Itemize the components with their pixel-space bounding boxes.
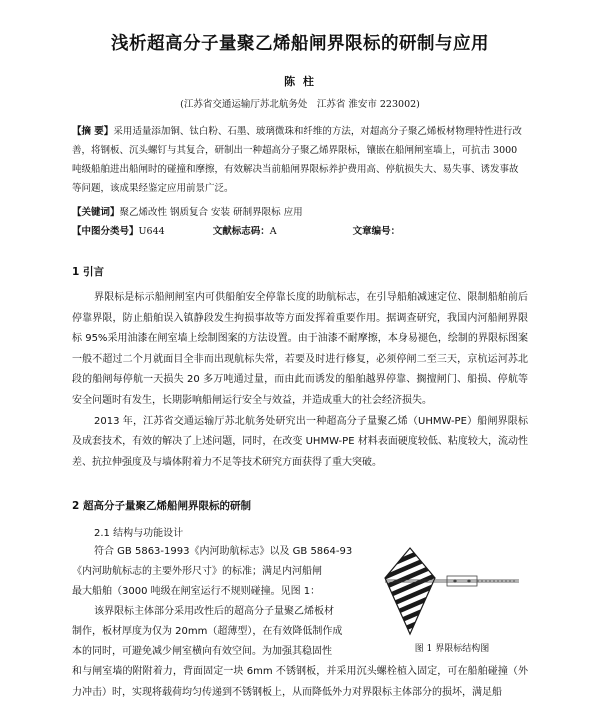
doc-code-label: 文献标志码：	[212, 226, 270, 237]
figure-1-caption: 图 1 界限标结构图	[414, 644, 490, 654]
section-1-body	[72, 288, 528, 473]
clc-value: U644	[138, 226, 165, 237]
section-2-body-tail	[72, 662, 528, 703]
author-affiliation: (江苏省交通运输厅苏北航务处 江苏省 淮安市 223002)	[180, 99, 420, 110]
section-2-tail-paragraph: 和与闸室墙的附附着力，背面固定一块 6mm 不锈钢板，并采用沉头螺栓植入固定，可在船舶碰撞（外力冲击）时，实现将载荷均匀传递到不锈钢板上，从而降低外力对界限标主体部分的损坏，满足船	[72, 666, 528, 698]
doc-code-value: A	[269, 226, 277, 237]
body-line: 本的同时，可避免减少闸室横向有效空间。为加强其稳固性	[72, 646, 332, 657]
abstract	[72, 122, 527, 198]
abstract-text: 采用适量添加铜、钛白粉、石墨、玻璃微珠和纤维的方法，对超高分子聚乙烯板材物理特性进行改善，将钢板、沉头螺钉与其复合，研制出一种超高分子聚乙烯界限标，镶嵌在船闸闸室墙上，可抗击 3000 吨级船舶进出船闸时的碰撞和摩擦，有效解决当前船闸界限标养护费用高、停航损失大、易失事、诱发事故等问题，该成果经鉴定应用前景广泛。	[72, 126, 522, 194]
abstract-label: 【摘 要】	[72, 126, 114, 137]
subsection-2-1-heading: 2.1 结构与功能设计	[94, 528, 184, 539]
section-1-paragraph-1: 界限标是标示船闸闸室内可供船舶安全停靠长度的助航标志，在引导船舶减速定位、限制船舶前后停靠界限，防止船舶误入镇静段发生拘损事故等方面发挥着重要作用。据调查研究，我国内河船闸界限标 95%采用油漆在闸室墙上绘制图案的方法设置。由于油漆不耐摩擦，本身易褪色，绘制的界限标图案一般不超过二个月就面目全非而出现航标失常，若要及时进行修复，必须停闸二至三天，京杭运河苏北段的船闸每停航一天损失 20 多万吨通过量，而由此而诱发的船舶越界停靠、搁擅闸门、船损、停航等安全问题时有发生，长期影响船闸运行安全与效益，并造成重大的社会经济损失。	[72, 292, 528, 406]
marker-stripe	[377, 538, 447, 543]
section-1-heading: 1 引言	[72, 266, 104, 278]
author-name: 陈 柱	[284, 75, 316, 88]
classification-line	[72, 222, 527, 241]
section-1-paragraph-2: 2013 年，江苏省交通运输厅苏北航务处研究出一种超高分子量聚乙烯（UHMW-PE）船闸界限标及成套技术，有效的解决了上述问题，同时，在改变 UHMW-PE 材料表面硬度较低、粘度较大，流动性差、抗拉伸强度及与墙体附着力不足等技术研究方面获得了重大突破。	[72, 415, 528, 468]
keywords-text: 聚乙烯改性 钢质复合 安装 研制界限标 应用	[119, 207, 303, 218]
keywords-label: 【关键词】	[72, 207, 120, 218]
body-line: 该界限标主体部分采用改性后的超高分子量聚乙烯板材	[94, 606, 334, 617]
keywords	[72, 203, 527, 222]
paper-title: 浅析超高分子量聚乙烯船闸界限标的研制与应用	[111, 34, 489, 54]
body-line: 制作，板材厚度为仅为 20mm（超薄型），在有效降低制作成	[72, 626, 343, 637]
steel-plate	[447, 576, 477, 586]
boundary-marker-figure	[377, 538, 527, 638]
body-line: 符合 GB 5863-1993《内河助航标志》以及 GB 5864-93	[94, 546, 353, 557]
article-no-label: 文章编号：	[352, 226, 401, 237]
section-2-heading: 2 超高分子量聚乙烯船闸界限标的研制	[72, 500, 251, 512]
marker-stripes	[377, 538, 447, 638]
body-line: 最大船舶（3000 吨级在闸室运行不规则碰撞。见图 1：	[72, 586, 321, 597]
clc-label: 【中图分类号】	[72, 226, 139, 237]
body-line: 《内河助航标志的主要外形尺寸》的标准；满足内河船闸	[72, 566, 322, 577]
bolt	[453, 579, 456, 582]
bolt	[467, 579, 470, 582]
